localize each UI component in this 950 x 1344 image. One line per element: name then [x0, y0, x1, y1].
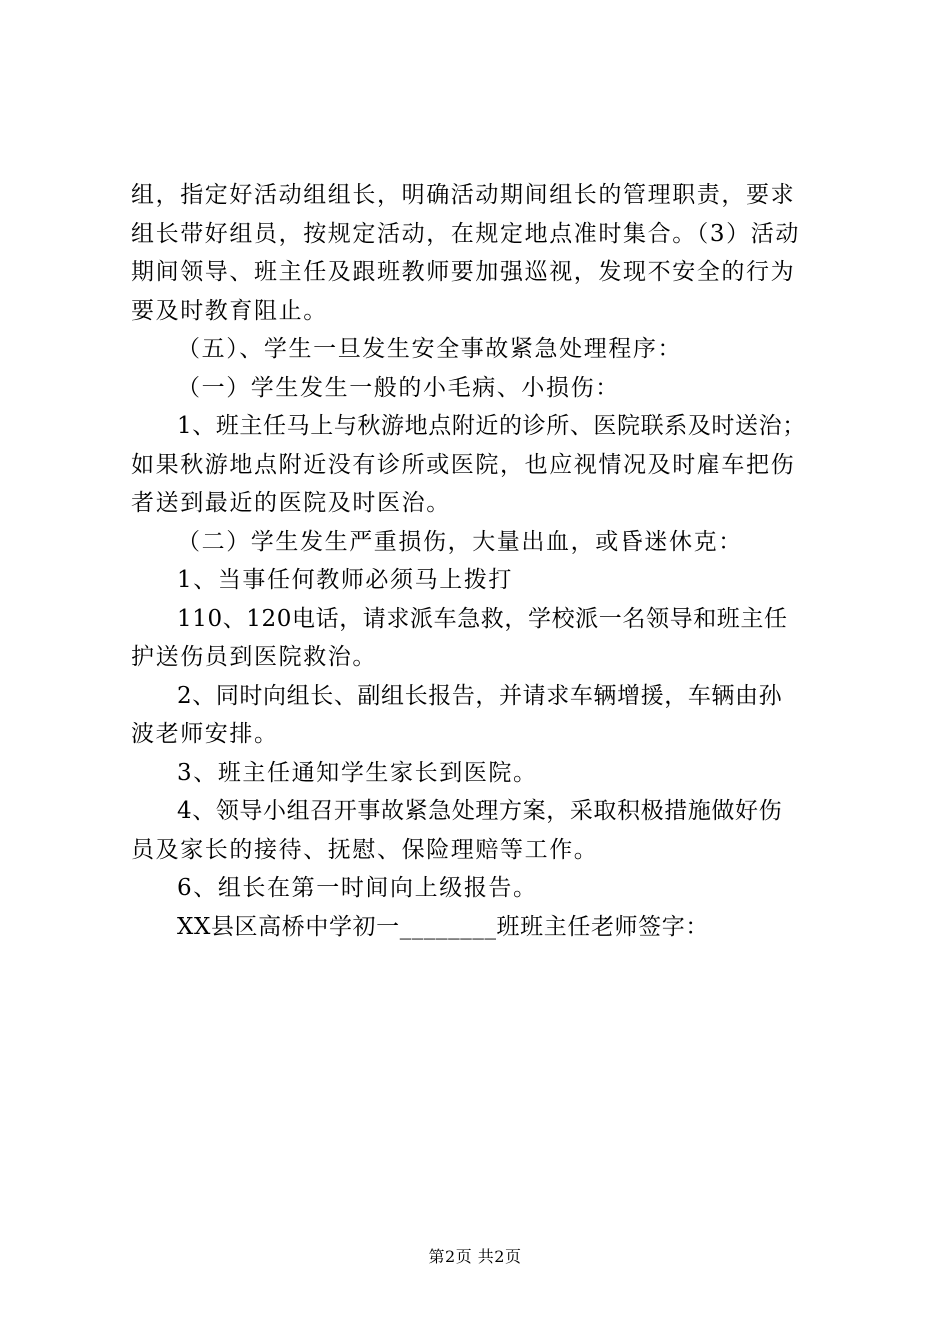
paragraph-line: 2、同时向组长、副组长报告，并请求车辆增援，车辆由孙: [177, 682, 783, 709]
subsection-heading: （一）学生发生一般的小毛病、小损伤：: [177, 374, 620, 401]
paragraph-line: 如果秋游地点附近没有诊所或医院，也应视情况及时雇车把伤: [131, 451, 796, 478]
section-heading: （五）、学生一旦发生安全事故紧急处理程序：: [177, 336, 683, 362]
paragraph-line: 4、领导小组召开事故紧急处理方案，采取积极措施做好伤: [177, 798, 783, 824]
paragraph-line: 1、当事任何教师必须马上拨打: [177, 567, 514, 593]
page-number-footer: 第2页 共2页: [428, 1247, 522, 1266]
paragraph-line: 波老师安排。: [131, 721, 279, 747]
paragraph-line: 6、组长在第一时间向上级报告。: [177, 875, 538, 901]
paragraph-line: 员及家长的接待、抚慰、保险理赔等工作。: [131, 836, 599, 863]
paragraph-line: 组，指定好活动组组长，明确活动期间组长的管理职责，要求: [131, 182, 796, 208]
document-body: [131, 176, 831, 946]
paragraph-line: 1、班主任马上与秋游地点附近的诊所、医院联系及时送治；: [177, 413, 806, 439]
signature-line: XX县区高桥中学初一________班班主任老师签字：: [177, 913, 709, 940]
paragraph-line: 110、120电话，请求派车急救，学校派一名领导和班主任: [177, 605, 788, 632]
paragraph-line: 期间领导、班主任及跟班教师要加强巡视，发现不安全的行为: [131, 259, 796, 285]
paragraph-line: 组长带好组员，按规定活动，在规定地点准时集合。（3）活动: [131, 220, 800, 247]
paragraph-line: 要及时教育阻止。: [131, 297, 328, 324]
subsection-heading: （二）学生发生严重损伤，大量出血，或昏迷休克：: [177, 528, 743, 555]
paragraph-line: 护送伤员到医院救治。: [131, 644, 377, 670]
paragraph-line: 3、班主任通知学生家长到医院。: [177, 759, 538, 786]
paragraph-line: 者送到最近的医院及时医治。: [131, 490, 451, 516]
